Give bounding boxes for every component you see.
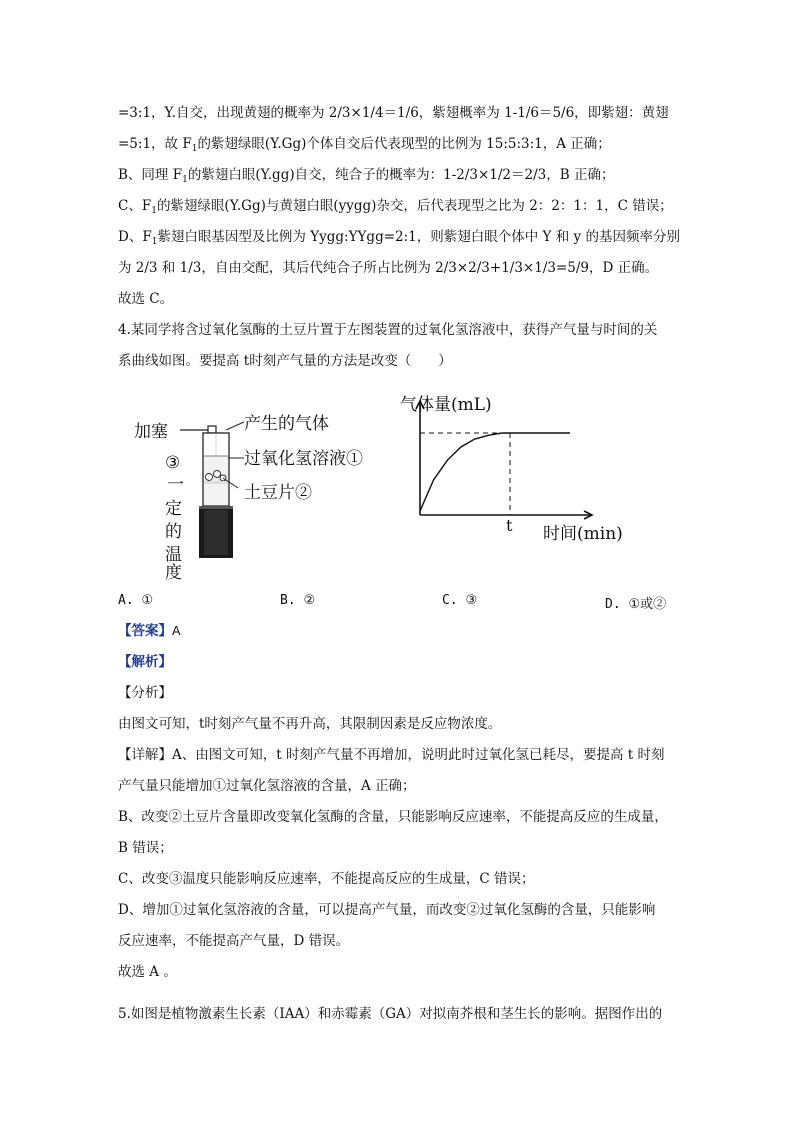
option-a[interactable]: A. ① [118, 593, 154, 608]
question4-stem-line2: 系曲线如图。要提高 t时刻产气量的方法是改变（ ） [118, 353, 452, 369]
detail-line-1: 【详解】A、由图文可知，t 时刻产气量不再增加，说明此时过氧化氢已耗尽，要提高 t 时刻 [118, 747, 665, 763]
temp-label-4: 的 [165, 522, 182, 542]
question4-stem-line1: 4.某同学将含过氧化氢酶的土豆片置于左图装置的过氧化氢溶液中，获得产气量与时间的关 [118, 322, 658, 338]
solution-conclusion: 故选 C。 [118, 291, 174, 307]
solution-label: 过氧化氢溶液① [244, 449, 363, 469]
solution-line-1: =3:1，Y.自交，出现黄翅的概率为 2/3×1/4＝1/6，紫翅概率为 1-1/6＝5/6，即紫翅：黄翅 [118, 105, 669, 121]
chart-ylabel: 气体量(mL) [400, 395, 492, 415]
fenxi-tag: 【分析】 [118, 685, 172, 701]
answer-value: A [172, 623, 181, 638]
detail-conclusion: 故选 A 。 [118, 964, 177, 980]
option-d[interactable]: D. ①或② [605, 597, 667, 612]
stopper-label: 加塞 [134, 422, 168, 442]
temp-label-5: 温 [165, 545, 182, 565]
solution-line-4: C、$F_1$的紫翅绿眼(Y.Gg)与黄翅白眼(yygg)杂交，后代表现型之比为 2：2：1：1，C 错误； [118, 198, 673, 216]
detail-line-6: D、增加①过氧化氢溶液的含量，可以提高产气量，而改变②过氧化氢酶的含量，只能影响 [118, 902, 656, 918]
fenxi-text: 由图文可知，t时刻产气量不再升高，其限制因素是反应物浓度。 [118, 716, 502, 732]
option-b[interactable]: B. ② [280, 593, 316, 608]
detail-line-2: 产气量只能增加①过氧化氢溶液的含量，A 正确； [118, 778, 416, 794]
answer-line [118, 621, 181, 641]
answer-tag: 【答案】 [118, 623, 172, 639]
potato-label: 土豆片② [244, 483, 312, 503]
detail-line-5: C、改变③温度只能影响反应速率，不能提高反应的生成量，C 错误； [118, 871, 535, 887]
question5-stem-line1: 5.如图是植物激素生长素（IAA）和赤霉素（GA）对拟南芥根和茎生长的影响。据图作出的 [118, 1006, 663, 1022]
gas-label: 产生的气体 [244, 414, 329, 434]
apparatus-figure [128, 400, 398, 580]
gas-curve-series [420, 433, 570, 511]
option-c[interactable]: C. ③ [442, 593, 478, 608]
temp-label-3: 定 [165, 499, 182, 519]
solution-line-5: D、$F_1$紫翅白眼基因型及比例为 Yygg:YYgg=2:1，则紫翅白眼个体中 Y 和 y 的基因频率分别 [118, 229, 680, 247]
detail-line-4: B 错误； [118, 840, 173, 856]
temp-label-6: 度 [165, 563, 182, 580]
analysis-tag: 【解析】 [118, 654, 172, 670]
temp-label-2: 一 [167, 475, 184, 495]
solution-line-6: 为 2/3 和 1/3，自由交配，其后代纯合子所占比例为 2/3×2/3+1/3×1/3=5/9，D 正确。 [118, 260, 659, 276]
temp-label-1: ③ [165, 453, 181, 473]
solution-line-3: B、同理 $F_1$的紫翅白眼(Y.gg)自交，纯合子的概率为：1-2/3×1/2＝2/3，B 正确； [118, 167, 615, 185]
detail-tag: 【详解】 [118, 747, 172, 763]
detail-line-3: B、改变②土豆片含量即改变氧化氢酶的含量，只能影响反应速率，不能提高反应的生成量， [118, 809, 668, 825]
chart-t-tick-label: t [506, 516, 513, 535]
detail-line-7: 反应速率，不能提高产气量，D 错误。 [118, 933, 350, 949]
chart-xlabel: 时间(min) [543, 524, 623, 544]
solution-line-2: =5:1，故 $F_1$的紫翅绿眼(Y.Gg)个体自交后代表现型的比例为 15:5:3:1，A 正确； [118, 136, 611, 154]
gas-time-chart [395, 390, 645, 550]
